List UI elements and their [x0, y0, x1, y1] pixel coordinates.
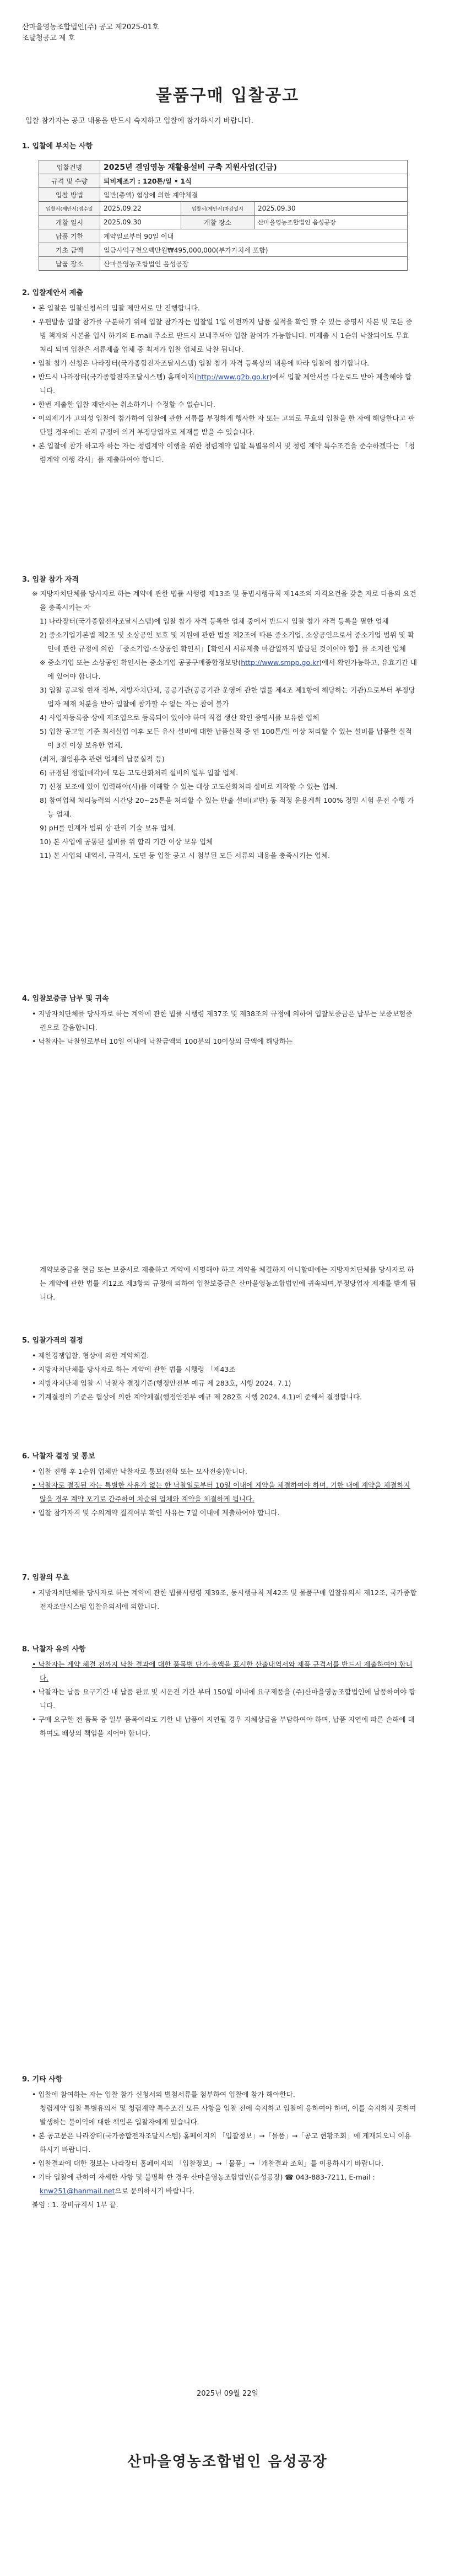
table-label: 입찰건명 [39, 160, 100, 174]
section-3-title: 3. 입찰 참가 자격 [22, 576, 79, 584]
table-row [39, 229, 408, 243]
list-item: 4) 사업자등록증 상에 제조업으로 등록되어 있어야 하며 직접 생산 확인 증명서를 보유한 업체 [40, 713, 319, 722]
table-row [39, 188, 408, 202]
table-value: 2025.09.22 [100, 202, 181, 216]
list-item: • 입찰결과에 대한 정보는 나라장터 홈페이지의 「입찰정보」→「물품」→「개찰결과 조회」를 이용하시기 바랍니다. [32, 2159, 384, 2167]
table-label: 규격 및 수량 [39, 174, 100, 188]
list-item: • 입찰에 참여하는 자는 입찰 참가 신청서의 별첨서류를 첨부하여 입찰에 참가 해야한다. [32, 2090, 295, 2099]
table-row [39, 160, 408, 174]
table-value: 산마을영농조합법인 음성공장 [254, 216, 407, 229]
section-7-body [32, 1586, 418, 1613]
list-item: 11) 본 사업의 내역서, 규격서, 도면 등 입찰 공고 시 첨부된 모든 서류의 내용을 충족시키는 업체. [40, 851, 331, 860]
list-item: 10) 본 사업에 공통된 설비를 위 합리 기간 이상 보유 업체 [40, 838, 213, 846]
list-item-text: ※ 중소기업 또는 소상공인 확인서는 중소기업 공공구매종합정보망( [40, 658, 241, 667]
table-value: 일반(총액) 협상에 의한 계약체결 [100, 188, 408, 202]
section-7-title: 7. 입찰의 무효 [22, 1574, 69, 1582]
list-item: 6) 규정된 정일(매각)에 모든 고도산화처리 설비의 일부 입찰 업체. [40, 769, 239, 777]
list-item [32, 656, 418, 683]
section-9-title: 9. 기타 사항 [22, 2075, 63, 2084]
list-item: • 입찰 진행 후 1순위 업체만 낙찰자로 통보(전화 또는 모사전송)합니다. [32, 1467, 247, 1475]
section-6-body [32, 1464, 418, 1520]
section-9-body [32, 2087, 418, 2212]
table-row [39, 216, 408, 229]
section-2-title: 2. 입찰제안서 제출 [22, 289, 83, 297]
list-item: • 지방자치단체 입찰 시 낙찰자 결정기준(행정안전부 예규 제 283호, 시행 2024. 7.1) [32, 1379, 291, 1387]
table-label: 납품 장소 [39, 257, 100, 271]
table-label: 개찰 일시 [39, 216, 100, 229]
table-value: 퇴비제조기 : 120톤/일 • 1식 [100, 174, 408, 188]
notice-header [22, 22, 159, 44]
list-item-text: 으로 문의하시기 바랍니다. [115, 2187, 195, 2195]
list-item: • 한번 제출한 입찰 제안서는 취소하거나 수정할 수 없습니다. [32, 400, 215, 409]
list-item: • 이의제기가 고의성 입찰에 참가하여 입찰에 관한 서류를 부정하게 행사한 자 또는 고의로 무효의 입찰을 한 자에 해당한다고 판단될 경우에는 관계 규정에 의거 부정당업자로 제재를 받을 수 있습니다. [32, 414, 415, 436]
smpp-link[interactable]: http://www.smpp.go.kr [241, 658, 319, 667]
list-item: • 본 공고문은 나라장터(국가종합전자조달시스템) 홈페이지의 「입찰정보」→「물품」→「공고 현황조회」에 게재되오니 이용하시기 바랍니다. [32, 2132, 411, 2154]
table-label: 개찰 장소 [181, 216, 254, 229]
notice-date: 2025년 09월 22일 [196, 2390, 259, 2398]
list-item-text: )에서 확인가능하고, 유효기간 내에 있어야 합니다. [47, 658, 418, 680]
table-label: 입찰 방법 [39, 188, 100, 202]
list-item: • 본 입찰에 참가 하고자 하는 자는 청렴계약 이행을 위한 청렴계약 입찰 특별유의서 및 청렴 계약 특수조건을 준수하겠다는 「청렴계약 이행 각서」를 제출하여야 합니다. [32, 442, 415, 464]
section-6-title: 6. 낙찰자 결정 및 통보 [22, 1452, 95, 1461]
list-item: • 지방자치단체를 당사자로 하는 계약에 관한 법률 시행령 「제43조 [32, 1365, 236, 1373]
section-5-body [32, 1349, 418, 1404]
g2b-link[interactable]: http://www.g2b.go.kr [197, 373, 269, 381]
list-item: • 낙찰자로 결정된 자는 특별한 사유가 없는 한 낙찰일로부터 10일 이내에 계약을 체결하여야 하며, 기한 내에 계약을 체결하지 않을 경우 계약 포기로 간주하여 차순위 업체와 계약을 체결하게 됩니다. [32, 1481, 410, 1503]
list-item: 계약보증금을 현금 또는 보증서로 제출하고 계약에 서명해야 하고 계약을 체결하지 아니할때에는 지방자치단체를 당사자로 하는 계약에 관한 법률 제12조 제3항의 규정에 의하여 입찰보증금은 산마을영농조합법인에 귀속되며,부정당업자 제재를 받게 됩니다. [40, 1265, 416, 1301]
contact-email-link[interactable]: knw251@hanmail.net [40, 2187, 115, 2195]
table-value: 산마을영농조합법인 음성공장 [100, 257, 408, 271]
list-item [32, 370, 418, 398]
section-3-body [32, 587, 418, 862]
list-item: • 우편발송 입찰 참가를 구분하기 위해 입찰 참가자는 입찰일 1일 이전까지 납품 실적을 확인 할 수 있는 증명서 사본 및 모든 증빙 책자와 사본을 입사 하기의 E-mail 주소로 반드시 보내주셔야 입찰 참여가 가능합니다. 미제출 시 1순위 낙찰되어도 무효 처리 되며 입찰은 서류제출 업체 중 최저가 입찰 업체로 낙찰 됩니다. [32, 318, 413, 353]
list-item: • 기계결정의 기준은 협상에 의한 계약체결(행정안전부 예규 제 282호 시행 2024. 4.1)에 준해서 결정합니다. [32, 1393, 362, 1401]
list-item: 7) 신청 보조에 있어 입력해야(사)를 이해할 수 있는 대상 고도산화처리 설비로 제작할 수 있는 업체. [40, 782, 338, 791]
list-item: • 제한경쟁입찰, 협상에 의한 계약체결. [32, 1351, 149, 1360]
list-item: (최저, 결임용추 관련 업체의 납품실적 등) [40, 755, 165, 763]
list-item: • 입찰 참가 신청은 나라장터(국가종합전자조달시스템) 입찰 참가 자격 등록상의 내용에 따라 입찰에 참가합니다. [32, 359, 370, 367]
table-row [39, 243, 408, 257]
section-4-body [32, 1007, 418, 1048]
table-row [39, 174, 408, 188]
table-value: 2025.09.30 [100, 216, 181, 229]
list-item: 청렴계약 입찰 특별유의서 및 청렴계약 특수조건 모든 사항을 입찰 전에 숙지하고 입찰에 응하여야 하며, 이를 숙지하지 못하여 발생하는 불이익에 대한 책임은 입찰자에게 있습니다. [40, 2104, 416, 2126]
attachment-note: 붙임 : 1. 장비규격서 1부 끝. [32, 2201, 118, 2209]
table-value: 2025.09.30 [254, 202, 407, 216]
table-label: 입찰서(제안서)접수일 [39, 202, 100, 216]
table-value: 일금사억구천오백만원₩495,000,000(부가가치세 포함) [100, 243, 408, 257]
section-8-title: 8. 낙찰자 유의 사항 [22, 1645, 86, 1654]
table-value: 2025년 결임영농 재활용설비 구축 지원사업(긴급) [100, 160, 408, 174]
section-1-title: 1. 입찰에 부치는 사항 [22, 142, 93, 151]
list-item: 2) 중소기업기본법 제2조 및 소상공인 보호 및 지원에 관한 법률 제2조에 따른 중소기업, 소상공인으로서 중소기업 범위 및 확인에 관한 규정에 의한 「중소기업·소상공인 확인서」【확인서 서류제출 마감일까지 발급된 것이어야 함】를 소지한 업체 [40, 631, 414, 653]
list-item: • 낙찰자는 계약 체결 전까지 낙찰 결과에 대한 품목별 단가·총액을 표시한 산출내역서와 제품 규격서를 반드시 제출하여야 합니다. [32, 1660, 413, 1682]
section-4-title: 4. 입찰보증금 납부 및 귀속 [22, 995, 109, 1003]
section-2-body [32, 301, 418, 466]
list-item: • 낙찰자는 낙찰일로부터 10일 이내에 낙찰금액의 100분의 10이상의 금액에 해당하는 [32, 1037, 293, 1045]
bid-info-table [39, 160, 408, 271]
table-row [39, 202, 408, 216]
list-item: 3) 입찰 공고일 현재 정부, 지방자치단체, 공공기관(공공기관 운영에 관한 법률 제4조 제1항에 해당하는 기관)으로부터 부정당업자 제재 처분을 받아 입찰에 참가할 수 없는 자는 참여 불가 [40, 686, 415, 708]
list-item-text: • 반드시 나라장터(국가종합전자조달시스템) 홈페이지( [32, 373, 197, 381]
organization-name: 산마을영농조합법인 음성공장 [127, 2454, 328, 2470]
list-item: • 본 입찰은 입찰신청서의 입찰 제안서로 만 진행합니다. [32, 304, 200, 312]
list-item-text: )에서 입찰 제안서를 다운로드 받아 제출해야 합니다. [40, 373, 412, 395]
table-row [39, 257, 408, 271]
intro-text: 입찰 참가자는 공고 내용을 반드시 숙지하고 입찰에 참가하시기 바랍니다. [25, 117, 253, 125]
list-item: 8) 참여업체 처리능력의 시간당 20~25톤을 처리할 수 있는 반출 설비(교반) 동 적정 운용계획 100% 정밀 시험 운전 수행 가능 업체. [40, 796, 414, 818]
table-label: 납품 기한 [39, 229, 100, 243]
list-item: 1) 나라장터(국가종합전자조달시스템)에 입찰 참가 자격 등록한 업체 중에서 반드시 입찰 참가 자격 등록을 필한 업체 [40, 617, 389, 625]
section-8-body [32, 1657, 418, 1740]
list-item [32, 2170, 418, 2198]
section-4-continued [32, 1263, 418, 1304]
table-label: 기초 금액 [39, 243, 100, 257]
procurement-number: 조달청공고 제 호 [22, 34, 75, 42]
section-5-title: 5. 입찰가격의 결정 [22, 1337, 83, 1345]
notice-number: 산마을영농조합법인(주) 공고 제2025-01호 [22, 23, 159, 31]
list-item: 9) pH를 인계자 범위 상 관리 기술 보유 업체. [40, 824, 176, 832]
list-item: ※ 지방자치단체를 당사자로 하는 계약에 관한 법률 시행령 제13조 및 동법시행규칙 제14조의 자격요건을 갖춘 자로 다음의 요건을 충족시키는 자 [32, 589, 416, 611]
list-item: • 입찰 참가자격 및 수의계약 결격여부 확인 사유는 7일 이내에 제출하여야 합니다. [32, 1509, 280, 1517]
table-label: 입찰서(제안서)마감일시 [181, 202, 254, 216]
page-title: 물품구매 입찰공고 [155, 86, 300, 105]
table-value: 계약일로부터 90일 이내 [100, 229, 408, 243]
list-item: • 지방자치단체를 당사자로 하는 계약에 관한 법률시행령 제39조, 동시행규칙 제42조 및 물품구매 입찰유의서 제12조, 국가종합전자조달시스템 입찰유의서에 의합니다. [32, 1588, 417, 1611]
list-item-text: • 기타 입찰에 관하여 자세한 사항 및 불명확 한 경우 산마을영농조합법인(음성공장) ☎ 043-883-7211, E-mail : [32, 2173, 375, 2181]
list-item: 5) 입찰 공고일 기준 최서실업 이후 모든 유사 설비에 대한 납품실적 중 연 100톤/일 이상 처리할 수 있는 설비를 납품한 실적이 3건 이상 보유한 업체. [40, 727, 412, 749]
list-item: • 구매 요구한 전 품목 중 일부 품목이라도 기한 내 납품이 지연될 경우 지체상금을 부담하여야 하며, 납품 지연에 따른 손해에 대하여도 배상의 책임을 지어야 합니다. [32, 1715, 415, 1737]
list-item: • 지방자치단체를 당사자로 하는 계약에 관한 법률 시행령 제37조 및 제38조의 규정에 의하여 입찰보증금은 납부는 보증보험증권으로 갈음합니다. [32, 1010, 413, 1032]
list-item: • 낙찰자는 납품 요구기간 내 납품 완료 및 시운전 기간 부터 150일 이내에 요구제품을 (주)산마을영농조합법인에 납품하여야 합니다. [32, 1688, 416, 1710]
